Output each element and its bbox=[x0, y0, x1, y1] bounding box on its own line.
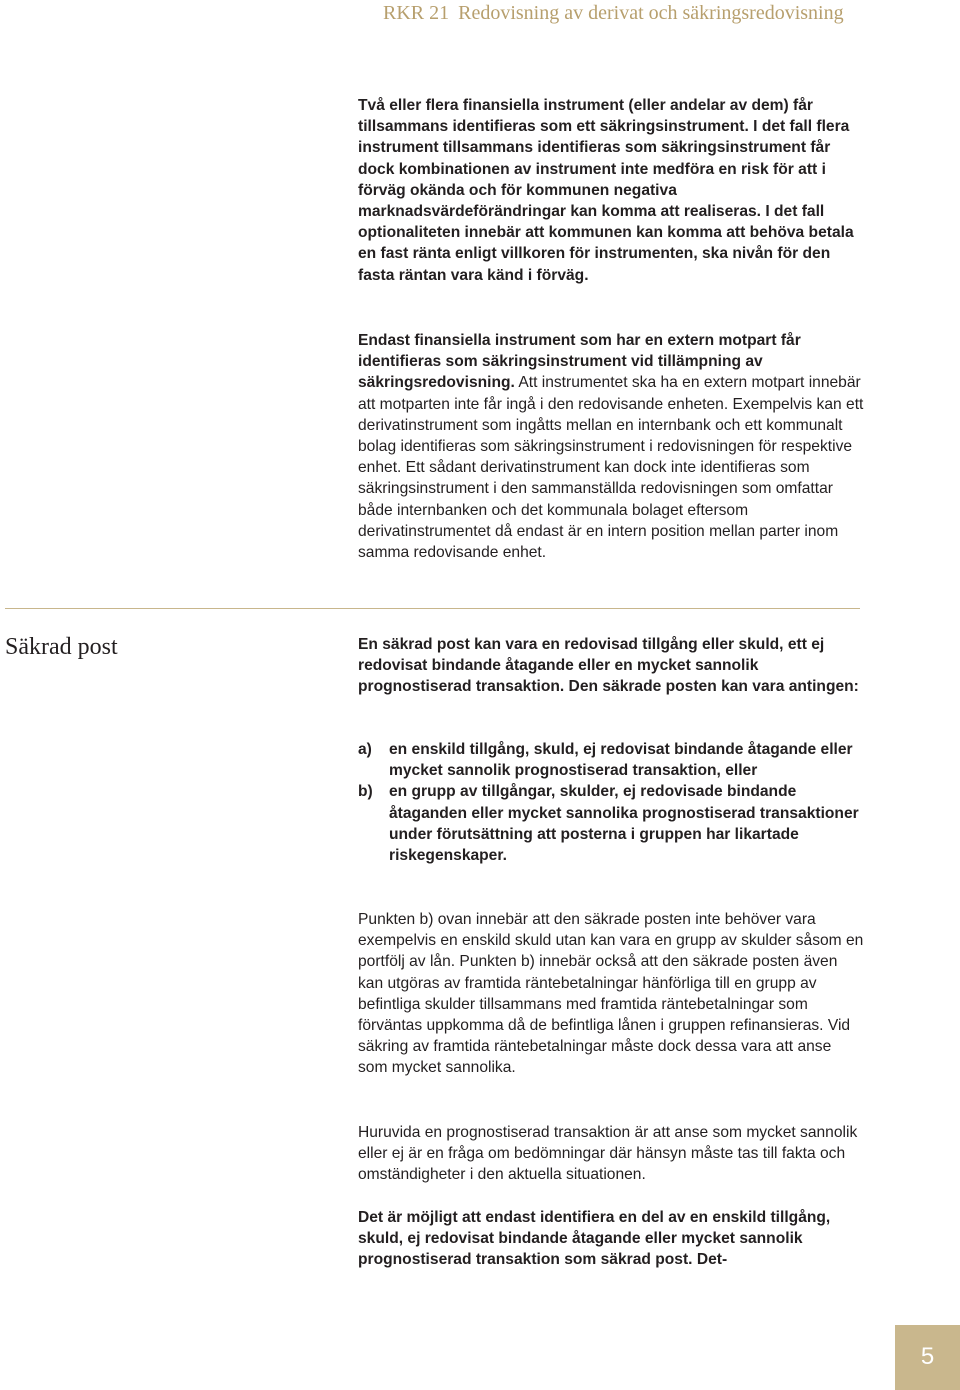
page-number-box bbox=[895, 1325, 960, 1390]
page-number: 5 bbox=[920, 1343, 935, 1370]
list-item bbox=[358, 781, 864, 866]
paragraph-partial-identification bbox=[358, 1207, 864, 1271]
paragraph-text bbox=[358, 330, 864, 563]
paragraph-point-b bbox=[358, 909, 864, 1079]
list-item-text: en enskild tillgång, skuld, ej redovisat bindande åtagande eller mycket sannolik prognostiserad transaktion, eller bbox=[389, 741, 853, 780]
list-item bbox=[358, 739, 864, 781]
paragraph-external-counterparty bbox=[358, 330, 864, 563]
hedged-item-list bbox=[358, 739, 864, 866]
paragraph-text: En säkrad post kan vara en redovisad tillgång eller skuld, ett ej redovisat bindande åtagande eller en mycket sannolik prognostiserad transaktion. Den säkrade posten kan vara antingen: bbox=[358, 636, 859, 696]
paragraph-probability bbox=[358, 1122, 864, 1186]
paragraph-text: Huruvida en prognostiserad transaktion är att anse som mycket sannolik eller ej är en fråga om bedömningar där hänsyn måste tas till fakta och omständigheter i den aktuella situationen. bbox=[358, 1124, 858, 1184]
document-title: Redovisning av derivat och säkringsredovisning bbox=[458, 2, 844, 24]
running-header bbox=[383, 0, 943, 30]
section-heading: Säkrad post bbox=[5, 634, 118, 660]
section-divider bbox=[5, 608, 860, 609]
paragraph-text: Punkten b) ovan innebär att den säkrade posten inte behöver vara exempelvis en enskild skuld utan kan vara en grupp av skulder såsom en portfölj av lån. Punkten b) innebär också att den säkrade posten även kan utgöras av framtida räntebetalningar hänförliga till en grupp av befintliga skulder tillsammans med framtida räntebetalningar som förväntas uppkomma då de befintliga lånen i gruppen refinansieras. Vid säkring av framtida räntebetalningar måste dock dessa vara att anse som mycket sannolika. bbox=[358, 911, 864, 1077]
list-item-text: en grupp av tillgångar, skulder, ej redovisade bindande åtaganden eller mycket sannolika prognostiserad transaktioner under förutsättning att posterna i gruppen har likartade riskegenskaper. bbox=[389, 783, 859, 865]
paragraph-text: Två eller flera finansiella instrument (eller andelar av dem) får tillsammans identifieras som ett säkringsinstrument. I det fall flera instrument tillsammans identifieras som säkringsinstrument får dock kombinationen av instrument inte medföra en risk för att i förväg okända och för kommunen negativa marknadsvärdeförändringar kan komma att realiseras. I det fall optionaliteten innebär att kommunen kan komma att behöva betala en fast ränta enligt villkoren för instrumenten, ska nivån för den fasta räntan vara känd i förväg. bbox=[358, 97, 854, 284]
list-marker: b) bbox=[358, 783, 373, 801]
paragraph-hedged-item-definition bbox=[358, 634, 864, 698]
list-marker: a) bbox=[358, 741, 372, 758]
bold-lead: Endast finansiella instrument som har en extern motpart får identifieras som säkringsinstrument vid tillämpning av säkringsredovisning. bbox=[358, 332, 801, 392]
paragraph-text: Det är möjligt att endast identifiera en del av en enskild tillgång, skuld, ej redovisat bindande åtagande eller mycket sannolik prognostiserad transaktion som säkrad post. Det- bbox=[358, 1209, 831, 1269]
paragraph-combined-instruments bbox=[358, 95, 864, 286]
regular-text: Att instrumentet ska ha en extern motpart innebär att motparten inte får ingå i den redovisande enheten. Exempelvis kan ett derivatinstrument som ingåtts mellan en internbank och ett kommunalt bolag identifieras som säkringsinstrument i redovisningen för respektive enhet. Ett sådant derivatinstrument kan dock inte identifieras som säkringsinstrument i den sammanställda redovisningen som omfattar både internbanken och det kommunala bolaget eftersom derivatinstrumentet då endast är en intern position mellan parter inom samma redovisande enhet. bbox=[358, 374, 864, 562]
standard-code: RKR 21 bbox=[383, 2, 450, 24]
